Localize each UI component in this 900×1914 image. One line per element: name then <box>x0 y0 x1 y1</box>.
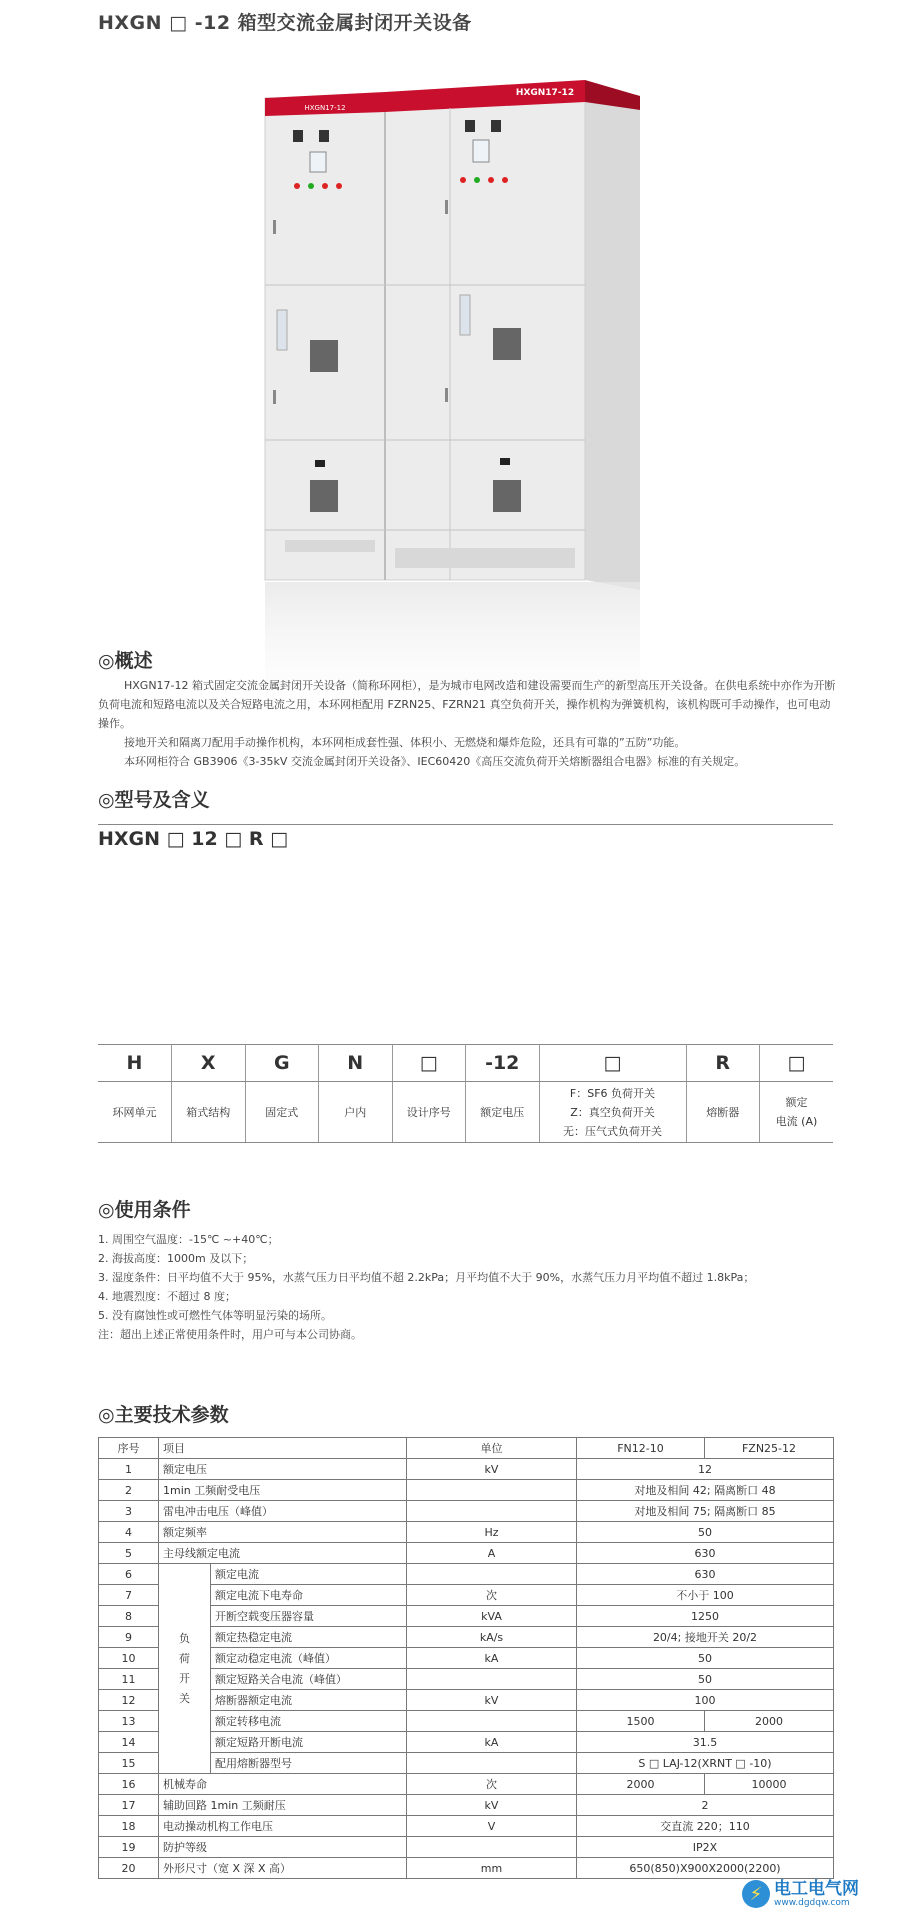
row-value-1: 2000 <box>577 1774 705 1795</box>
row-no: 7 <box>99 1585 159 1606</box>
row-value: 50 <box>577 1648 834 1669</box>
row-no: 11 <box>99 1669 159 1690</box>
table-row <box>99 1501 834 1522</box>
condition-note: 注：超出上述正常使用条件时，用户可与本公司协商。 <box>98 1328 362 1341</box>
row-unit <box>407 1669 577 1690</box>
row-no: 17 <box>99 1795 159 1816</box>
row-value: 650(850)X900X2000(2200) <box>577 1858 834 1879</box>
model-meaning: 额定电压 <box>466 1082 540 1143</box>
model-meaning: 箱式结构 <box>172 1082 246 1143</box>
row-unit <box>407 1501 577 1522</box>
page-title: HXGN □ -12 箱型交流金属封闭开关设备 <box>98 12 472 34</box>
model-symbol: H <box>98 1045 172 1082</box>
row-no: 3 <box>99 1501 159 1522</box>
model-title: ◎型号及含义 <box>98 789 210 811</box>
condition-item: 2. 海拔高度：1000m 及以下； <box>98 1252 254 1265</box>
row-value: 20/4; 接地开关 20/2 <box>577 1627 834 1648</box>
row-no: 8 <box>99 1606 159 1627</box>
model-symbol: □ <box>539 1045 686 1082</box>
row-item: 额定短路开断电流 <box>211 1732 407 1753</box>
row-unit: mm <box>407 1858 577 1879</box>
row-unit: V <box>407 1816 577 1837</box>
row-item: 防护等级 <box>159 1837 407 1858</box>
table-row <box>99 1795 834 1816</box>
row-unit: kA <box>407 1648 577 1669</box>
row-unit: A <box>407 1543 577 1564</box>
model-symbol: X <box>172 1045 246 1082</box>
group-label: 负 荷 开 关 <box>159 1564 211 1774</box>
table-row <box>99 1480 834 1501</box>
row-no: 16 <box>99 1774 159 1795</box>
table-row <box>99 1564 834 1585</box>
row-no: 9 <box>99 1627 159 1648</box>
row-value: 对地及相间 42; 隔离断口 48 <box>577 1480 834 1501</box>
left-badge-text: HXGN17-12 <box>304 104 346 112</box>
row-item: 额定电流 <box>211 1564 407 1585</box>
row-value: IP2X <box>577 1837 834 1858</box>
row-unit <box>407 1711 577 1732</box>
row-value: 2 <box>577 1795 834 1816</box>
product-image <box>255 70 655 770</box>
row-no: 1 <box>99 1459 159 1480</box>
model-table <box>98 1044 833 1143</box>
table-row <box>99 1522 834 1543</box>
row-item: 外形尺寸（宽 X 深 X 高） <box>159 1858 407 1879</box>
model-code: HXGN □ 12 □ R □ <box>98 828 289 850</box>
row-value: 50 <box>577 1522 834 1543</box>
table-row <box>99 1858 834 1879</box>
row-no: 12 <box>99 1690 159 1711</box>
row-item: 辅助回路 1min 工频耐压 <box>159 1795 407 1816</box>
row-no: 20 <box>99 1858 159 1879</box>
header-no: 序号 <box>99 1438 159 1459</box>
row-value-2: 2000 <box>705 1711 834 1732</box>
table-row <box>99 1837 834 1858</box>
conditions-title: ◎使用条件 <box>98 1199 191 1221</box>
overview-title: ◎概述 <box>98 650 153 672</box>
row-item: 1min 工频耐受电压 <box>159 1480 407 1501</box>
model-meaning-row <box>98 1082 833 1143</box>
row-unit: kV <box>407 1795 577 1816</box>
watermark-url: www.dgdqw.com <box>774 1898 850 1908</box>
overview-paragraph: 本环网柜符合 GB3906《3-35kV 交流金属封闭开关设备》、IEC60420《高压交流负荷开关熔断器组合电器》标准的有关规定。 <box>124 755 746 768</box>
row-item: 熔断器额定电流 <box>211 1690 407 1711</box>
row-unit: 次 <box>407 1585 577 1606</box>
row-unit <box>407 1837 577 1858</box>
condition-item: 3. 湿度条件：日平均值不大于 95%，水蒸气压力日平均值不超 2.2kPa；月平均值不大于 90%，水蒸气压力月平均值不超过 1.8kPa； <box>98 1271 755 1284</box>
row-value: 不小于 100 <box>577 1585 834 1606</box>
row-no: 6 <box>99 1564 159 1585</box>
row-unit: kV <box>407 1690 577 1711</box>
model-symbol: R <box>686 1045 760 1082</box>
row-no: 10 <box>99 1648 159 1669</box>
header-unit: 单位 <box>407 1438 577 1459</box>
row-no: 2 <box>99 1480 159 1501</box>
params-table <box>98 1437 834 1879</box>
row-value: 630 <box>577 1543 834 1564</box>
row-item: 雷电冲击电压（峰值） <box>159 1501 407 1522</box>
row-value: 31.5 <box>577 1732 834 1753</box>
row-item: 机械寿命 <box>159 1774 407 1795</box>
row-unit: 次 <box>407 1774 577 1795</box>
conditions-list <box>98 1230 754 1344</box>
row-item: 额定电流下电寿命 <box>211 1585 407 1606</box>
model-divider <box>98 824 833 825</box>
watermark-brand: 电工电气网 <box>774 1879 859 1899</box>
row-unit <box>407 1753 577 1774</box>
header-item: 项目 <box>159 1438 407 1459</box>
lightning-bolt-icon: ⚡ <box>742 1880 770 1908</box>
row-unit: kA <box>407 1732 577 1753</box>
row-value: 50 <box>577 1669 834 1690</box>
table-row <box>99 1774 834 1795</box>
params-title: ◎主要技术参数 <box>98 1404 229 1426</box>
condition-item: 4. 地震烈度：不超过 8 度； <box>98 1290 236 1303</box>
row-value-1: 1500 <box>577 1711 705 1732</box>
table-row <box>99 1459 834 1480</box>
row-no: 14 <box>99 1732 159 1753</box>
params-header-row <box>99 1438 834 1459</box>
model-meaning: 环网单元 <box>98 1082 172 1143</box>
model-meaning: 熔断器 <box>686 1082 760 1143</box>
row-no: 18 <box>99 1816 159 1837</box>
table-row <box>99 1543 834 1564</box>
row-item: 开断空载变压器容量 <box>211 1606 407 1627</box>
model-meaning: F：SF6 负荷开关 Z：真空负荷开关 无：压气式负荷开关 <box>539 1082 686 1143</box>
row-item: 电动操动机构工作电压 <box>159 1816 407 1837</box>
model-symbol-row <box>98 1045 833 1082</box>
header-model-1: FN12-10 <box>577 1438 705 1459</box>
model-symbol: N <box>319 1045 393 1082</box>
row-unit <box>407 1564 577 1585</box>
row-item: 额定动稳定电流（峰值） <box>211 1648 407 1669</box>
row-no: 15 <box>99 1753 159 1774</box>
row-item: 额定电压 <box>159 1459 407 1480</box>
row-value: 12 <box>577 1459 834 1480</box>
overview-paragraph: 接地开关和隔离刀配用手动操作机构，本环网柜成套性强、体积小、无燃烧和爆炸危险，还具有可靠的”五防”功能。 <box>124 736 686 749</box>
model-symbol: □ <box>760 1045 834 1082</box>
row-unit: kV <box>407 1459 577 1480</box>
overview-paragraph: HXGN17-12 箱式固定交流金属封闭开关设备（简称环网柜），是为城市电网改造和建设需要而生产的新型高压开关设备。在供电系统中亦作为开断负荷电流和短路电流以及关合短路电流之用，本环网柜配用 FZRN25、FZRN21 真空负荷开关，操作机构为弹簧机构，该机构既可手动操作，也可电动操作。 <box>98 679 836 730</box>
overview-text <box>98 676 838 771</box>
row-item: 配用熔断器型号 <box>211 1753 407 1774</box>
row-value: 100 <box>577 1690 834 1711</box>
row-no: 5 <box>99 1543 159 1564</box>
row-value: 对地及相间 75; 隔离断口 85 <box>577 1501 834 1522</box>
watermark-text <box>774 1880 859 1908</box>
row-unit: kA/s <box>407 1627 577 1648</box>
row-item: 额定频率 <box>159 1522 407 1543</box>
watermark <box>742 1880 859 1908</box>
row-item: 额定热稳定电流 <box>211 1627 407 1648</box>
model-symbol: □ <box>392 1045 466 1082</box>
header-model-2: FZN25-12 <box>705 1438 834 1459</box>
row-value: 1250 <box>577 1606 834 1627</box>
row-value: 交直流 220；110 <box>577 1816 834 1837</box>
model-meaning: 设计序号 <box>392 1082 466 1143</box>
table-row <box>99 1816 834 1837</box>
row-unit <box>407 1480 577 1501</box>
right-badge-text: HXGN17-12 <box>515 88 575 98</box>
model-meaning: 固定式 <box>245 1082 319 1143</box>
row-unit: kVA <box>407 1606 577 1627</box>
model-meaning: 户内 <box>319 1082 393 1143</box>
row-value: 630 <box>577 1564 834 1585</box>
model-meaning: 额定 电流 (A) <box>760 1082 834 1143</box>
condition-item: 5. 没有腐蚀性或可燃性气体等明显污染的场所。 <box>98 1309 332 1322</box>
row-no: 13 <box>99 1711 159 1732</box>
row-item: 额定短路关合电流（峰值） <box>211 1669 407 1690</box>
row-value-2: 10000 <box>705 1774 834 1795</box>
row-no: 4 <box>99 1522 159 1543</box>
row-value: S □ LAJ-12(XRNT □ -10) <box>577 1753 834 1774</box>
condition-item: 1. 周围空气温度：-15℃ ~+40℃； <box>98 1233 279 1246</box>
row-item: 主母线额定电流 <box>159 1543 407 1564</box>
row-item: 额定转移电流 <box>211 1711 407 1732</box>
row-no: 19 <box>99 1837 159 1858</box>
model-symbol: -12 <box>466 1045 540 1082</box>
model-symbol: G <box>245 1045 319 1082</box>
row-unit: Hz <box>407 1522 577 1543</box>
